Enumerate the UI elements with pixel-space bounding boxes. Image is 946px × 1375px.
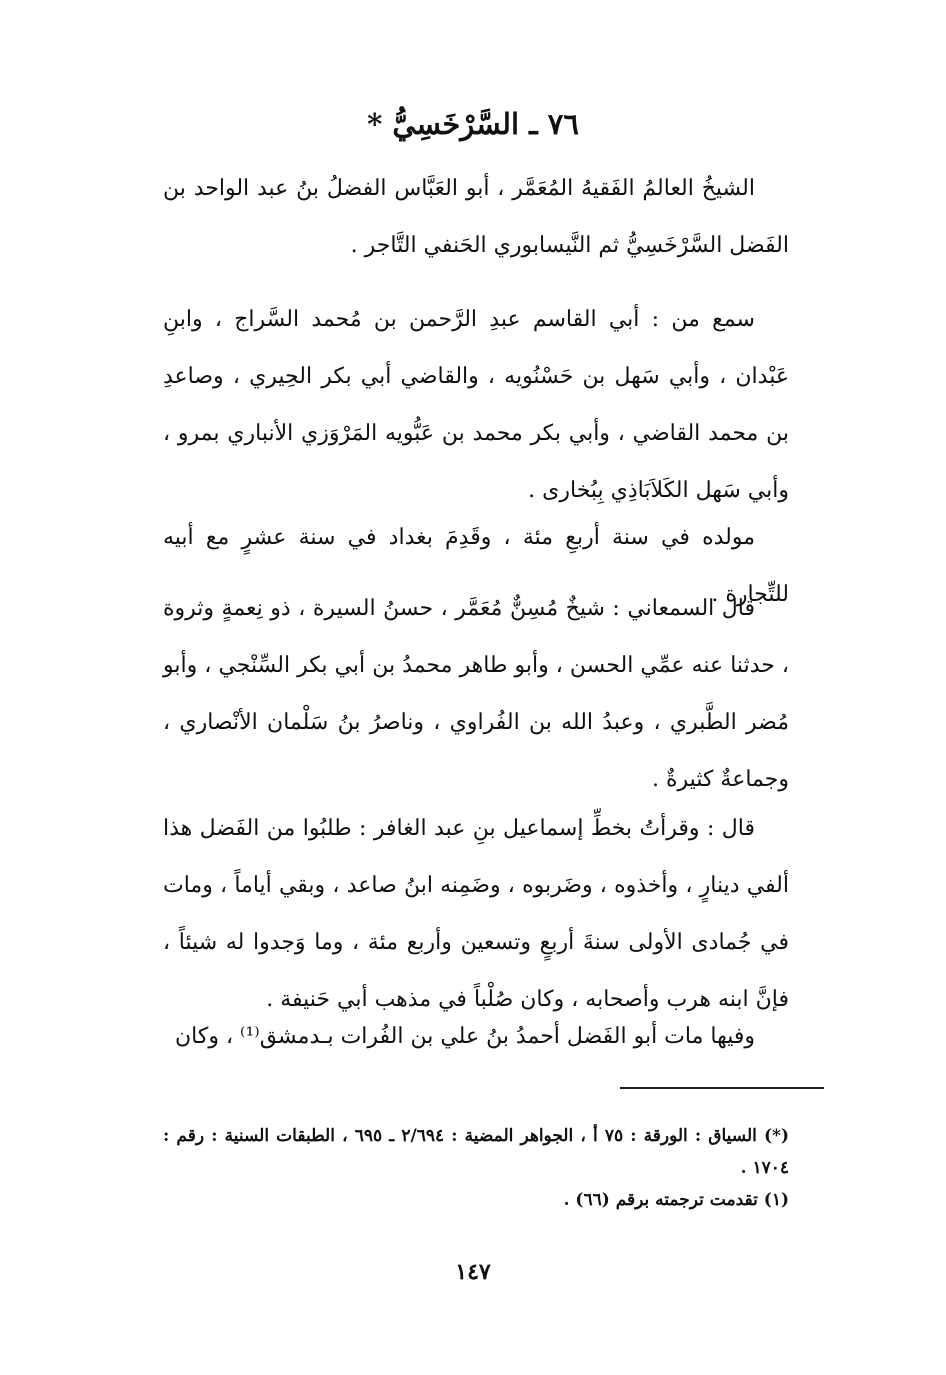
paragraph-name-lineage: الشيخُ العالمُ الفَقيهُ المُعَمَّر ، أبو العَبَّاس الفضلُ بنُ عبد الواحد بن الفَضل السَّرْخَسِيُّ ثم النَّيسابوري الحَنفي التَّاجر . xyxy=(163,176,789,258)
footnote-sources: (*) السياق : الورقة : ٧٥ أ ، الجواهر المضية : ٢/٦٩٤ ـ ٦٩٥ ، الطبقات السنية : رقم : ١٧٠٤ . xyxy=(163,1126,789,1178)
footnotes xyxy=(163,1120,789,1216)
paragraph-continued: وفيها مات أبو الفَضل أحمدُ بنُ علي بن الفُرات بـدمشق⁽¹⁾ ، وكان xyxy=(175,1024,755,1049)
page-number: ١٤٧ xyxy=(455,1259,491,1285)
paragraph-samani-quote: قال السمعاني : شيخٌ مُسِنٌّ مُعَمَّر ، حسنُ السيرة ، ذو نِعمةٍ وثروة ، حدثنا عنه عمِّي الحسن ، وأبو طاهر محمدُ بن أبي بكر السِّنْجي ، وأبو مُضر الطَّبري ، وعبدُ الله بن الفُراوي ، وناصرُ بنُ سَلْمان الأنْصاري ، وجماعةٌ كثيرةٌ . xyxy=(163,596,789,792)
entry-heading: ٧٦ ـ السَّرْخَسِيُّ * xyxy=(367,107,579,141)
paragraph-birth: مولده في سنة أربعِ مئة ، وقَدِمَ بغداد في سنة عشرٍ مع أبيه للتِّجارة . xyxy=(163,525,789,607)
footnote-divider xyxy=(620,1087,824,1089)
footnote-1: (١) تقدمت ترجمته برقم (٦٦) . xyxy=(563,1190,789,1210)
paragraph-death-account: قال : وقرأتُ بخطِّ إسماعيل بنِ عبد الغافر : طلبُوا من الفَضل هذا ألفي دينارٍ ، وأخذوه ، وضَربوه ، وضَمِنه ابنُ صاعد ، وبقي أياماً ، ومات في جُمادى الأولى سنةَ أربعٍ وتسعين وأربع مئة ، وما وَجدوا له شيئاً ، فإنَّ ابنه هرب وأصحابه ، وكان صُلْباً في مذهب أبي حَنيفة . xyxy=(163,816,789,1012)
paragraph-teachers: سمع من : أبي القاسم عبدِ الرَّحمن بن مُحمد السَّراج ، وابنِ عَبْدان ، وأبي سَهل بن حَسْنُويه ، والقاضي أبي بكر الحِيري ، وصاعدِ بن محمد القاضي ، وأبي بكر محمد بن عَبُّويه المَرْوَزي الأنباري بمرو ، وأبي سَهل الكَلاَبَاذِي بِبُخارى . xyxy=(163,307,789,503)
